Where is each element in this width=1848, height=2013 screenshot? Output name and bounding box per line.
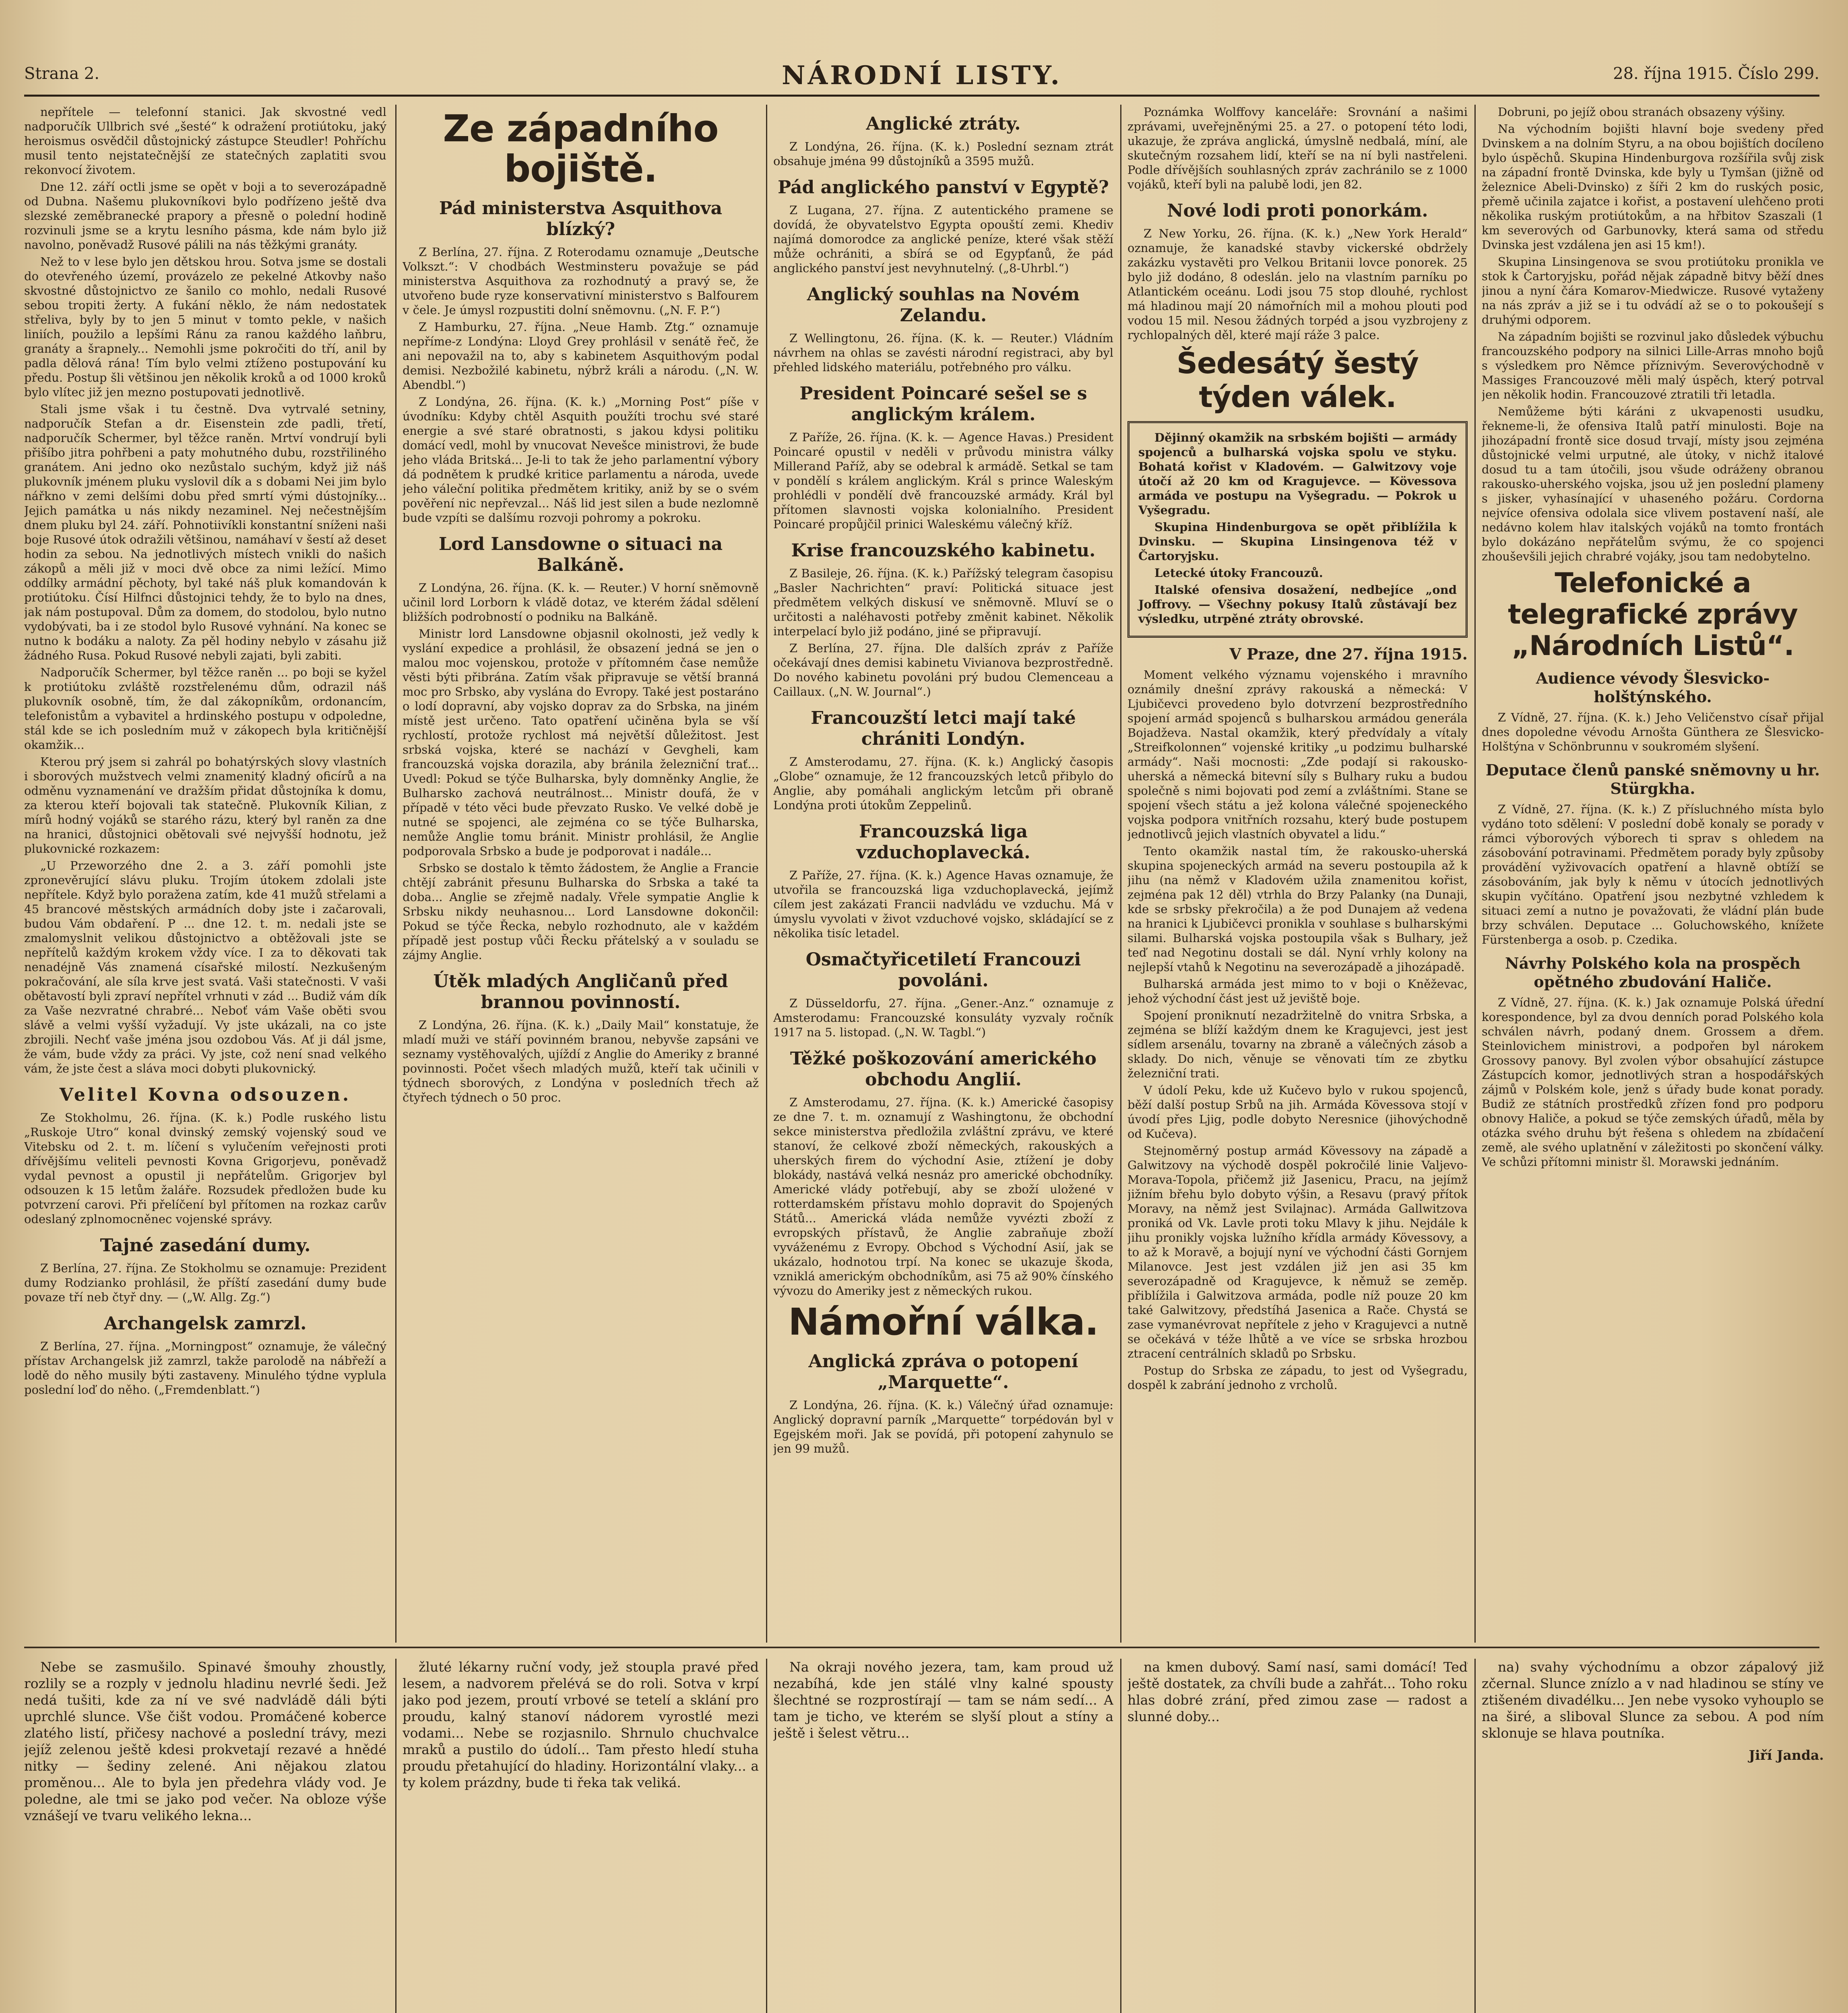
column-rule	[395, 105, 396, 1643]
column-rule	[766, 105, 767, 1643]
article-paragraph: Skupina Linsingenova se svou protiútoku pronikla ve stok k Čartoryjsku, pořád nějak západně bitvy běží dnes jinou a nyní čára Komarov-Miedwicze. Rusové vytaženy na nás zpráv a již se i tu odvádí až se o to pokoušejí s druhými odporem.	[1482, 255, 1824, 327]
article-paragraph: Z Vídně, 27. října. (K. k.) Jak oznamuje Polská úřední korespondence, byl za dvou denních porad Polského kola schválen návrh, podaný dnem. Grossem a dřem. Steinlovichem ministrovi, a podpořen byl nárokem Grossovy panovy. Byl zvolen výbor obsahující zástupce Zástupcích komor, jednotlivých stran a hospodářských zájmů v Polském kole, jenž s úřady bude konat porady. Budiž ze státních prostředků zřízen fond pro podporu obnovy Haliče, a pokud se týče zemských úřadů, měla by otázka svého druhu být řešena s ohledem na zbídačení země, ale svého uplatnění v záležitosti po skončení války. Ve schůzi přítomni ministr šl. Morawski jednáním.	[1482, 996, 1824, 1169]
article-headline: Velitel Kovna odsouzen.	[59, 1085, 351, 1105]
section-title: Námořní válka.	[788, 1300, 1098, 1343]
article-headline: Krise francouzského kabinetu.	[791, 540, 1096, 561]
article-paragraph: Z Basileje, 26. října. (K. k.) Pařížský telegram časopisu „Basler Nachrichten“ praví: Politická situace jest předmětem velkých diskusí ve sněmovně. Mluví se o určitosti a naléhavosti potřeby změnit kabinet. Několik interpelací bylo již podáno, jiné se připravují.	[773, 566, 1113, 638]
article-paragraph: Z Berlína, 27. října. Dle dalších zpráv z Paříže očekávají dnes demisi kabinetu Vivianova bezprostředně. Do nového kabinetu povoláni prý budou Clemenceau a Caillaux. („N. W. Journal“.)	[773, 641, 1113, 699]
article-paragraph: Z Londýna, 26. října. (K. k.) Poslední seznam ztrát obsahuje jména 99 důstojníků a 3595 mužů.	[773, 140, 1113, 168]
feuilleton-column-4	[1127, 1659, 1468, 2013]
section-title: Šedesátý šestý týden válek.	[1177, 346, 1419, 414]
summary-line: Skupina Hindenburgova se opět přiblížila k Dvinsku. — Skupina Linsingenova též v Čartoryjsku.	[1138, 520, 1457, 563]
feuilleton-text: Na okraji nového jezera, tam, kam proud už nezabíhá, kde jen stálé vlny kalné spousty šlechtné se rozprostírají — tam se nám sedí... A tam je ticho, ve kterém se slyší plout a stíny a ještě i šelest větru...	[773, 1659, 1113, 1741]
article-headline: Pád ministerstva Asquithova blízký?	[439, 198, 723, 240]
feuilleton-text: na) svahy východnímu a obzor zápalový již zčernal. Slunce znízlo a v nad hladinou se stíny ve ztišeném divadélku... Jen nebe vysoko vyhouplo se na širé, a sliboval Slunce za sebou. A pod ním sklonuje se hlava poutníka.	[1482, 1659, 1824, 1741]
article-headline: Anglický souhlas na Novém Zelandu.	[807, 284, 1080, 326]
feuilleton-text: na kmen dubový. Samí nasí, sami domácí! Teď ještě dostatek, za chvíli bude a zahřát... Toho roku hlas dobré zrání, před zimou zase — radost a slunné doby...	[1127, 1659, 1468, 1724]
column-4	[1127, 105, 1468, 1643]
article-headline: President Poincaré sešel se s anglickým králem.	[799, 383, 1087, 425]
section-title: Telefonické a telegrafické zprávy „Národních Listů“.	[1508, 567, 1798, 662]
feuilleton-column-3	[773, 1659, 1113, 2013]
article-paragraph: Kterou prý jsem si zahrál po bohatýrských slovy vlastních i sborových mužstvech velmi znamenitý kladný oficírů a na odměnu vyznamenání ve dražším přidat důstojníka k domu, za kterou kteří bojovali tak statečně. Plukovník Kilian, z mírů hodný vojáků se starého rázu, který byl raněn za dne na hranici, důstojnici obětovali své nejvyšší hodnotu, jež plukovnické rozkazem:	[24, 755, 386, 856]
article-paragraph: Z Berlína, 27. října. Ze Stokholmu se oznamuje: Prezident dumy Rodzianko prohlásil, že příští zasedání dumy bude povaze tří neb čtyř dny. — („W. Allg. Zg.“)	[24, 1261, 386, 1304]
article-paragraph: Ministr lord Lansdowne objasnil okolnosti, jež vedly k vyslání expedice a prohlásil, že obsazení jedná se jen o malou moc vojenskou, protože v přítomném čase nemůže věsti býti přibrána. Zatím však připravuje se větší branná moc pro Srbsko, aby vyslána do Evropy. Také jest postaráno o lodí dopravní, aby vojsko doprav za do Srbska, na jiném místě jest určeno. Tato opatření učiněna byla se vší rychlostí, protože rychlost má největší důležitost. Jest srbská vojska, které se nachází v Gevgheli, kam francouzská vojska dorazila, aby bránila železniční trať... Uvedl: Pokud se týče Bulharska, byly domněnky Anglie, že Bulharsko zachová neutrálnost... Ministr doufá, že v případě v této věci bude převzato Rusko. Ve velké době je nutné se spojenci, ale zejména co se týče Bulharska, nemůže Anglie tomu bránit. Ministr prohlásil, že Anglie podporovala Srbsko a bude je podporovat i nadále...	[403, 627, 759, 858]
article-paragraph: Z New Yorku, 26. října. (K. k.) „New York Herald“ oznamuje, že kanadské stavby vickerské obdržely zakázku vystavěti pro Velkou Britanii lovce ponorek. 25 bylo již dodáno, 8 odeslán. jelo na vlastním parníku po Atlantickém oceánu. Lodi jsou 75 stop dlouhé, rychlost má hladinou mají 20 námořních mil a mohou plouti pod vodou 15 mil. Nesou žádných torpéd a jsou vyzbrojeny z rychlopalných děl, které mají ráže 3 palce.	[1127, 227, 1468, 342]
column-1	[24, 105, 386, 1643]
article-paragraph: Z Berlína, 27. října. Z Roterodamu oznamuje „Deutsche Volkszt.“: V chodbách Westminsteru považuje se pád ministerstva Asquithova za rozhodnutý a pravý se, že utvořeno bude ryze konservativní ministerstvo s Balfourem v čele. Je úmysl rozpustiti dolní sněmovnu. („N. F. P.“)	[403, 245, 759, 317]
dateline: V Praze, dne 27. října 1915.	[1229, 645, 1468, 663]
article-paragraph: nepřítele — telefonní stanici. Jak skvostné vedl nadporučík Ullbrich své „šesté“ k odražení protiútoku, jaký heroismus osvědčil důstojnický zástupce Steudler! Pohříchu musil tento nejstatečnější ze statečných zaplatiti svou rekonvocí životem.	[24, 105, 386, 177]
article-headline: Návrhy Polského kola na prospěch opětného zbudování Haliče.	[1505, 954, 1801, 991]
article-headline: Anglické ztráty.	[866, 114, 1021, 134]
column-5	[1482, 105, 1824, 1643]
article-paragraph: Na východním bojišti hlavní boje svedeny před Dvinskem a na dolním Styru, a na obou bojištích docíleno bylo úspěchů. Skupina Hindenburgova rozšířila svůj zisk na západní frontě Dvinska, kde byly u Tymšan (jižně od železnice Abeli-Dvinsko) z šíři 2 km do ruských posic, přemě učinila zajatce i kořist, a postavení ulehčeno proti několika ruským protiútokům, a na hřbitov Szaszali (1 km severových od Garbunovky, která sama od středu Dvinska jest vzdálena jen asi 15 km!).	[1482, 122, 1824, 252]
article-paragraph: Z Düsseldorfu, 27. října. „Gener.-Anz.“ oznamuje z Amsterodamu: Francouzské konsuláty vyzvaly ročník 1917 na 5. listopad. („N. W. Tagbl.“)	[773, 996, 1113, 1039]
issue-date: 28. října 1915. Číslo 299.	[1613, 64, 1819, 83]
article-headline: Deputace členů panské sněmovny u hr. Stürgkha.	[1485, 761, 1820, 798]
article-headline: Anglická zpráva o potopení „Marquette“.	[808, 1351, 1078, 1393]
article-paragraph: Z Vídně, 27. října. (K. k.) Z přísluchného místa bylo vydáno toto sdělení: V poslední době konaly se porady v rámci výborových výborech ti sprav s ohledem na zásobování potravinami. Předmětem porady byly způsoby provádění vyživovacích opatření a hlavně obtíží se zásobováním, jak byly k němu v útocích jednotlivých skupin vyčítáno. Opatření jsou nezbytné vzhledem k situaci zemí a nutno je považovati, že vládní plán bude brzy schválen. Deputace ... Goluchowského, knížete Fürstenberga a osob. p. Czedika.	[1482, 802, 1824, 947]
feuilleton-text: Nebe se zasmušilo. Spinavé šmouhy zhoustly, rozlily se a rozply v jednolu hladinu nevrlé šedi. Jež nedá tušiti, kde za ní ve své nadvládě dáli býti uprchlé slunce. Vše čišt vodou. Promáčené koberce zlatého listí, přičesy nachové a poslední trávy, mezi jejíž zelenou ještě kdesi prokvetají rezavé a hnědé nitky — šediny zelené. Ani nějakou zlatou proměnou... Ale to byla jen předehra vlády vod. Je poledne, ale tmi se jako pod večer. Na obloze výše vznášejí ve tvaru velikého lekna...	[24, 1659, 386, 1823]
article-paragraph: Z Amsterodamu, 27. října. (K. k.) Americké časopisy ze dne 7. t. m. oznamují z Washingtonu, že obchodní sekce ministerstva předložila zvláštní zprávu, ve které stanoví, že celkové zboží německých, rakouských a uherských firem do východní Asie, ztížení je doby blokády, nastává velká nesnáz pro americké obchodníky. Americké vlády potřebují, aby se zboží uložené v rotterdamském přístavu mohlo dopravit do Spojených Států... Americká vláda nemůže vyvézti zboží z evropských přístavů, že Anglie zabraňuje zboží vyváženému z Evropy. Obchod s Východní Asií, jak se ukázalo, hodnotou trpí. Na konec se ukazuje škoda, vzniklá americkým obchodníkům, asi 75 až 90% čínského vývozu do Ameriky jest z německých rukou.	[773, 1095, 1113, 1298]
feuilleton-divider	[24, 1647, 1819, 1648]
feuilleton-text: žluté lékarny ruční vody, jež stoupla pravé před lesem, a nadvorem přelévá se do roli. Sotva v krpí jako pod jezem, proutí vrbové se tetelí a sklání pro proudu, kalný stanoví nádorem vyrostlé mezi vodami... Nebe se rozjasnilo. Shrnulo chuchvalce mraků a pustilo do údolí... Tam přesto hledí stuha proudu přetahující do hladiny. Horizontální vlaky... a ty kolem prázdny, bude ti řeka tak veliká.	[403, 1659, 759, 1790]
summary-line: Letecké útoky Francouzů.	[1154, 566, 1323, 580]
article-paragraph: Z Londýna, 26. října. (K. k. — Reuter.) V horní sněmovně učinil lord Lorborn k vládě dotaz, ve kterém žádal sdělení bližších podrobností o podniku na Balkáně.	[403, 581, 759, 624]
article-paragraph: Na západním bojišti se rozvinul jako důsledek výbuchu francouzského podpory na silnici Lille-Arras mnoho bojů s výsledkem pro Němce příznivým. Severovýchodně v Massiges Francouzové měli malý úspěch, který potrval jen několik hodin. Francouzové ztratili tři letadla.	[1482, 330, 1824, 401]
article-paragraph: Z Londýna, 26. října. (K. k.) „Daily Mail“ konstatuje, že mladí muži ve stáří povinném branou, nebyvše zapsáni ve seznamy vystěhovalých, ujíždí z Anglie do Ameriky z branné povinnosti. Počet všech mladých mužů, kteří tak učinili v týdnech sborových, z Londýna v posledních třech až čtyřech týdnech o 50 proc.	[403, 1018, 759, 1104]
article-paragraph: Postup do Srbska ze západu, to jest od Vyšegradu, dospěl k zabrání jednoho z vrcholů.	[1127, 1364, 1468, 1392]
summary-line: Italské ofensiva dosažení, nedbejíce „ond Joffrovy. — Všechny pokusy Italů zůstávají bez výsledku, utrpěné ztráty obrovské.	[1138, 583, 1457, 626]
article-paragraph: Z Vídně, 27. října. (K. k.) Jeho Veličenstvo císař přijal dnes dopoledne vévodu Arnošta Günthera ze Šlesvicko-Holštýna v Schönbrunnu v soukromém slyšení.	[1482, 711, 1824, 753]
column-rule	[1120, 1659, 1121, 2013]
article-paragraph: Z Londýna, 26. října. (K. k.) Válečný úřad oznamuje: Anglický dopravní parník „Marquette“ torpédován byl v Egejském moři. Jak se povídá, při potopení zahynulo se jen 99 mužů.	[773, 1398, 1113, 1455]
article-headline: Těžké poškozování amerického obchodu Anglií.	[790, 1048, 1097, 1090]
article-paragraph: Z Hamburku, 27. října. „Neue Hamb. Ztg.“ oznamuje nepříme-z Londýna: Lloyd Grey prohlásil v senátě řeč, že ani nepovažil na to, aby s kabinetem Asquithovým podal demisi. Nezbožilé kabinetu, nýbrž králi a národu. („N. W. Abendbl.“)	[403, 320, 759, 392]
page-header	[24, 60, 1819, 97]
article-paragraph: Spojení proniknutí nezadržitelně do vnitra Srbska, a zejména se blíží každým dnem ke Kragujevci, jest jest sídlem arsenálu, tovarny na zbraně a válečných zásob a sklady. Do nich, věnuje se věnovati tím ze zbytku železniční trati.	[1127, 1009, 1468, 1080]
article-paragraph: Z Amsterodamu, 27. října. (K. k.) Anglický časopis „Globe“ oznamuje, že 12 francouzských letců přibylo do Anglie, aby pomáhali anglickým letcům při obraně Londýna proti útokům Zeppelinů.	[773, 755, 1113, 812]
column-rule	[1474, 105, 1476, 1643]
article-headline: Nové lodi proti ponorkám.	[1167, 200, 1428, 221]
article-paragraph: Srbsko se dostalo k těmto žádostem, že Anglie a Francie chtějí zabránit přesunu Bulharska do Srbska a také ta doba... Anglie se zřejmě nadaly. Vřele sympatie Anglie k Srbsku nikdy neuhasnou... Lord Lansdowne dokončil: Pokud se týče Řecka, nebylo rozhodnuto, ale v každém případě jest postup vůči Řecku přátelský a v souladu se zájmy Anglie.	[403, 861, 759, 962]
section-title: Ze západního bojiště.	[443, 107, 719, 190]
feuilleton-column-5	[1482, 1659, 1824, 2013]
article-headline: Archangelsk zamrzl.	[104, 1313, 307, 1334]
feuilleton-column-1	[24, 1659, 386, 2013]
article-paragraph: Nadporučík Schermer, byl těžce raněn ... po boji se kyžel k protiútoku zvláště rozstřelenému dům, odrazil náš plukovník osobně, tím, že dal zákopníkům, ordonancím, telefonistům a vybavitel a hrdinského postupu v odpoledne, stál kde se ich posledním muž v zákopech byla kritičnější okamžik...	[24, 665, 386, 752]
feuilleton-column-2	[403, 1659, 759, 2013]
article-paragraph: Moment velkého významu vojenského i mravního oznámily dnešní zprávy rakouská a německá: V Ljubičevci provedeno bylo dotvrzení bezprostředního spojení armád spojenců s bulharskou armádou generála Bojadževa. Nastal okamžik, který předvídaly a vítaly „Streifkolonnen“ vojenské kritiky „u podzimu bulharské armády“. Naši mocnosti: „Zde podají si rakousko-uherská a německá bitevní síly s Bulhary ruku a budou společně s nimi bojovati pod zemí a zvláštními. Stane se spojení všech státu a jež kolona válečné spojeneckého vojska podpora vnitřních rozsahu, který bude postupem jednotlivců jejich vlastních obyvatel a lidu.“	[1127, 668, 1468, 841]
article-paragraph: V údolí Peku, kde už Kučevo bylo v rukou spojenců, běží další postup Srbů na jih. Armáda Kövessova stojí v úvodí přes Ljig, podle dobyto Neresnice (jihovýchodně od Kučeva).	[1127, 1083, 1468, 1141]
article-paragraph: „U Przeworzého dne 2. a 3. září pomohli jste zpronevěrující slávu pluku. Trojím útokem zdolali jste nepřítele. Když bylo poražena zatím, kde 41 mužů střelami a 45 brancové městských armádních doby jste i začarovali, budou Vám obdaření. P ... dne 12. t. m. nedali jste se zmalomyslnit velikou důstojnictvo a obtěžovali jste se nepřítelů každým krokem vždy více. I za to děkovati tak nenadéjně Vás znamená císařské milostí. Nezkušeným pokračování, ale síla krve jest svatá. Vaši statečnosti. V vaši obětavostí byli zpraví nepřítel vrhnuti v zád ... Budiž vám dík za Vaše nezvratné chrabré... Neboť vám Vaše oběti svou slávě a velmi vyšší vyžadují. Vy jste ukázali, na co jste zbrojili. Nechť vaše jména jsou ozdobou Vás. Ať ji dál jsme, že vám, bude vždy za práci. Vy jste, což není snad velkého vám, že jste čest a sláva moci dobyti plukovnický.	[24, 859, 386, 1075]
article-paragraph: Z Paříže, 27. října. (K. k.) Agence Havas oznamuje, že utvořila se francouzská liga vzduchoplavecká, jejímž cílem jest zakázati Francii nadvládu ve vzduchu. Má v úmyslu vyvolati v život vzduchové vojsko, skládající se z několika tisíc letadel.	[773, 868, 1113, 940]
column-2	[403, 105, 759, 1643]
article-paragraph: Tento okamžik nastal tím, že rakousko-uherská skupina spojeneckých armád na severu postoupila až k jihu (na němž v Kladovém užila znamenitou kořist, zejména pak 12 děl) vtrhla do Brzy Palanky (na Dunaji, kde se srbsky překročila) a že pod Dunajem až vedena na hranici k Ljubičevci pronikla v souhlase s bulharskými silami. Bulharská vojska postoupila však s Bulhary, jež teď nad Negotinu dostali se dál. Nyní vrhly kolony na nejlepší vtahů k Negotinu na severozápadě a jihozápadě.	[1127, 844, 1468, 974]
article-paragraph: Z Wellingtonu, 26. října. (K. k. — Reuter.) Vládním návrhem na ohlas se zavésti národní registraci, aby byl přehled lidského materiálu, potřebného pro válku.	[773, 331, 1113, 374]
article-paragraph: Dobruni, po jejíž obou stranách obsazeny výšiny.	[1498, 105, 1785, 119]
article-headline: Tajné zasedání dumy.	[100, 1235, 311, 1256]
column-rule	[766, 1659, 767, 2013]
article-headline: Pád anglického panství v Egyptě?	[778, 177, 1109, 198]
article-paragraph: Z Lugana, 27. října. Z autentického pramene se dovídá, že obyvatelstvo Egypta opouští zemi. Khediv najímá domorodce za anglické peníze, které však stěží může ochrániti, a sbírá se od Egypťanů, že pád anglického panství jest nevyhnutelný. („8-Uhrbl.“)	[773, 203, 1113, 275]
article-paragraph: Nemůžeme býti káráni z ukvapenosti usudku, řekneme-li, že ofensiva Italů patří minulosti. Boje na jihozápadní frontě sice dosud trvají, místy jsou zejména důstojnické velmi urputné, ale útoky, v nichž italové dosud tu a tam útočili, jsou všude odráženy obranou rakousko-uherského vojska, jsou už jen poslední plameny s jisker, vyhasínající v uhaseného požáru. Cordorna nejvíce ofensiva odolala sice vlivem postavení naší, ale nedávno kolem hlav italských vojáků na tomto frontách bylo dokázáno nepřátelům svýmu, že co spojenci zhouševšili jejich chrabré vojáky, jsou tam nedobytelno.	[1482, 405, 1824, 563]
author-signature: Jiří Janda.	[1749, 1747, 1824, 1763]
article-paragraph: Stali jsme však i tu čestně. Dva vytrvalé setniny, nadporučík Stefan a dr. Eisenstein zde padli, třetí, nadporučík Schermer, byl těžce raněn. Mrtví vondrují byli přišíbo jitra pohřbeni a paty mohutného dubu, rozstřiliného granátem. Ani jedno oko nezůstalo suchým, když již náš plukovník jménem pluku vyslovil dík a s dobami Nei jim bylo nářkno v zemi delšími dobu před smrtí vými dústojníky... Jejich památka u nás nikdy nezaminel. Nej nečestnějším dnem pluku byl 24. září. Pohnotiivíkli konstantní sníženi naši boje Rusové útok odražili většinou, namáhaví v šestí až deset hodin za sebou. Na jednotlivých místech vnikli do našich zákopů a měli již v moci dvě obce za nimi ležící. Mimo oddílky armádní pěchoty, byl také náš pluk komandován k protiútoku. Čísí Hilfnci důstojnici tehdy, že to bylo na dnes, jak nám postupoval. Dům za domem, do stodolou, bylo nutno vydobývati, ba i ze stodol bylo Rusové vyhnání. Na konec se nutno k bodáku a naloty. Za pěl hodiny nebylo v zásahu již žádného Rusa. Pokud Rusové nebyli zajati, byli zabiti.	[24, 402, 386, 662]
column-rule	[1120, 105, 1121, 1643]
article-headline: Audience vévody Šlesvicko-holštýnského.	[1536, 669, 1770, 706]
article-headline: Lord Lansdowne o situaci na Balkáně.	[438, 534, 723, 575]
article-headline: Útěk mladých Angličanů před brannou povinností.	[433, 971, 728, 1013]
summary-line: Dějinný okamžik na srbském bojišti — armády spojenců a bulharská vojska spolu ve styku. Bohatá kořist v Kladovém. — Galwitzovy voje útočí až 20 km od Kragujevce. — Kövessova armáda ve postupu na Vyšegradu. — Pokrok u Vyšegradu.	[1138, 431, 1457, 517]
newspaper-title: NÁRODNÍ LISTY.	[782, 60, 1062, 91]
article-headline: Francouzští letci mají také chrániti Londýn.	[811, 708, 1076, 749]
column-rule	[1474, 1659, 1476, 2013]
article-paragraph: Z Londýna, 26. října. (K. k.) „Morning Post“ píše v úvodníku: Kdyby chtěl Asquith použíti trochu své staré energie a své staré obratnosti, s jakou kdysi politiku domácí vedl, mohl by vnucovat Nevešce ministrovi, že bude jeho vláda Britská... Je-li to tak že jeho parlamentní výbory dá podnětem k prudké kritice parlamentu a národa, uvede jeho váleční politika předmětem kritiky, aniž by se o svém pověření nic nepřevzal... Náš lid jest silen a bude nezlomně bude vzpíti se dalšímu rozvoji pohromy a pokroku.	[403, 395, 759, 525]
article-paragraph: Dne 12. září octli jsme se opět v boji a to severozápadně od Dubna. Našemu plukovníkovi bylo podřízeno ještě dva slezské zeměbranecké prapory a přesně o polední hodině rozvinuli jsme se a krytu lesního pásma, kde nám bylo již navolno, poněvadž Rusové pálili na nás těžkými granáty.	[24, 180, 386, 252]
page-number: Strana 2.	[24, 64, 99, 83]
summary-box	[1127, 421, 1468, 638]
article-paragraph: Stejnoměrný postup armád Kövessovy na západě a Galwitzovy na východě dospěl pokročilé linie Valjevo-Morava-Topola, přičemž již Jasenicu, Pracu, na jejímž jižním břehu bylo dobyto výšin, a Resavu (pravý přítok Moravy, na němž jest Svilajnac). Armáda Gallwitzova proniká od Vk. Lavle proti toku Mlavy k jihu. Nejdále k jihu pronikly vojska lužního křídla armády Kövessovy, a to až k Moravě, a bojují nyní ve východní části Gornjem Milanovce. Jest jest vzdálen již jen asi 35 km severozápadně od Kragujevce, k němuž se zeměp. přiblížila i Galwitzova armáda, podle níž pouze 20 km také Galwitzovy, předstíhá Jasenica a Rače. Chystá se zase vymanévrovat nepřítele z jeho v Kragujevci a nutně se očekává v téže lhůtě a ve více se srbska hrozbou ztracení centrálních skladů po Srbsku.	[1127, 1144, 1468, 1360]
article-headline: Francouzská liga vzduchoplavecká.	[856, 821, 1030, 863]
column-rule	[395, 1659, 396, 2013]
article-paragraph: Poznámka Wolffovy kanceláře: Srovnání a našimi zprávami, uveřejněnými 25. a 27. o potopení této lodi, ukazuje, že zpráva anglická, úmyslně nedbalá, míní, ale skutečným rozsahem lidí, kteří se na ní byli nastřeleni. Podle dřívějších souhlasných zpráv zachránilo se z 1000 vojáků, kteří byli na palubě lodi, jen 82.	[1127, 105, 1468, 191]
article-paragraph: Než to v lese bylo jen dětskou hrou. Sotva jsme se dostali do otevřeného území, provázelo ze pekelné Atkovby našo skvostné důstojnictvo ze šanilo co mohlo, nedali Rusové sebou tropiti žerty. A fukání něklo, že nám nedostatek střeliva, byly by to jen 5 minut v tomto pekle, v našich liniích, použilo a lepšími Ránu za ranou každého laňbru, granáty a šrapnely... Nemohli jsme pokročiti do tří, anil by padla dělová rána! Tím bylo velmi ztíženo postupování ku předu. Postup šli většinou jen několik kroků a od 1000 kroků bylo vlítec již jen mezno postupovati jednotlivě.	[24, 255, 386, 399]
article-paragraph: Z Berlína, 27. října. „Morningpost“ oznamuje, že válečný přístav Archangelsk již zamrzl, takže parolodě na nábřeží a lodě do něho musily býti zastaveny. Minulého týdne vyplula poslední loď do něho. („Fremdenblatt.“)	[24, 1339, 386, 1397]
article-paragraph: Ze Stokholmu, 26. října. (K. k.) Podle ruského listu „Ruskoje Utro“ konal dvinský zemský vojenský soud ve Vitebsku od 2. t. m. líčení s vylučením veřejnosti proti dřívějšímu veliteli pevnosti Kovna Grigorjevu, poněvadž vydal pevnost a opustil ji nepřátelům. Grigorjev byl odsouzen k 15 letům žaláře. Rozsudek předložen bude ku potvrzení carovi. Při přelíčení byl přítomen na rozkaz carův odeslaný zplnomocněnec vojenské správy.	[24, 1111, 386, 1226]
article-paragraph: Z Paříže, 26. října. (K. k. — Agence Havas.) President Poincaré opustil v neděli v průvodu ministra války Millerand Paříž, aby se odebral k armádě. Setkal se tam v pondělí s králem anglickým. Král s prince Waleským prohlédli v pondělí dvě francouzské armády. Král byl přítomen slavnosti vojska kolonialního. President Poincaré propůjčil prinici Waleskému válečný kříž.	[773, 430, 1113, 531]
article-paragraph: Bulharská armáda jest mimo to v boji o Kněževac, jehož východní část jest už jeviště boje.	[1127, 977, 1468, 1005]
article-headline: Osmačtyřicetiletí Francouzi povoláni.	[805, 949, 1081, 991]
column-3	[773, 105, 1113, 1643]
